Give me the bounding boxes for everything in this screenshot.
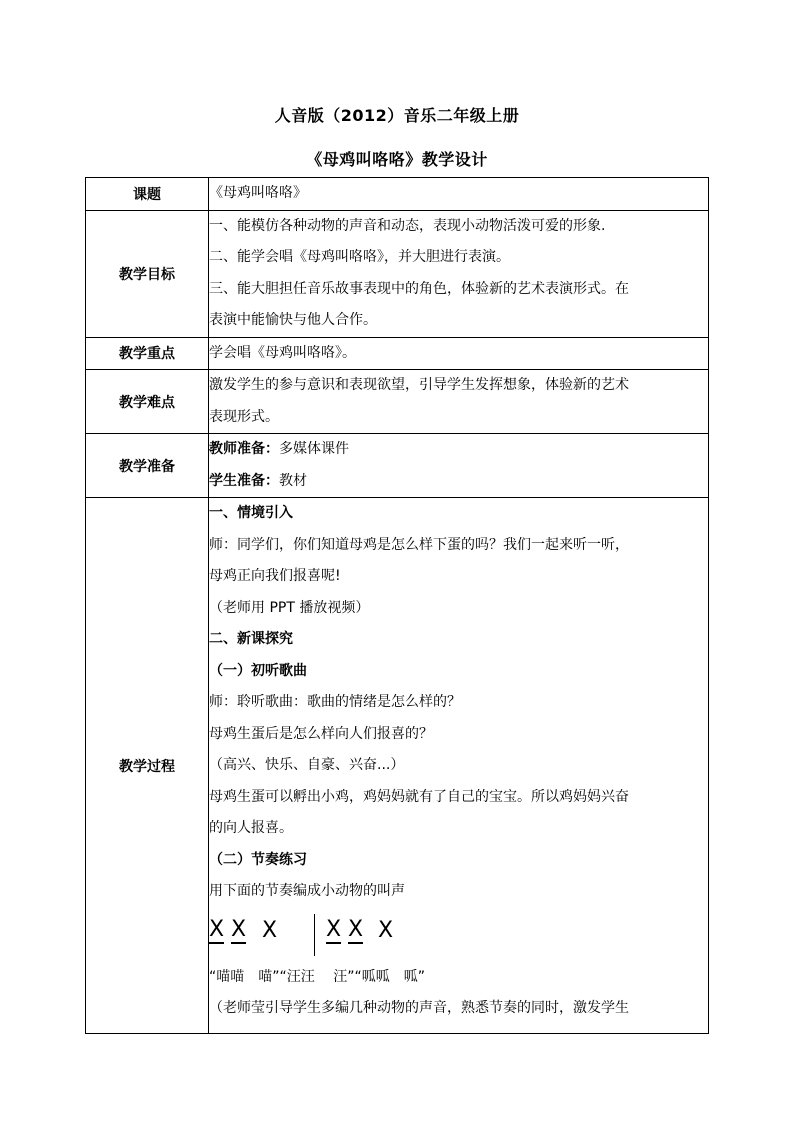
student-preparation xyxy=(209,466,708,498)
label-key-points: 教学重点 xyxy=(86,337,209,370)
rhythm-notation xyxy=(209,908,708,962)
process-line: 师：聆听歌曲：歌曲的情绪是怎么样的？ xyxy=(209,694,461,710)
goal-line: 一、能模仿各种动物的声音和动态，表现小动物活泼可爱的形象. xyxy=(209,217,606,234)
rhythm-note: X xyxy=(209,916,225,942)
rhythm-note: X xyxy=(378,917,394,943)
difficulty-line: 表现形式。 xyxy=(209,408,279,425)
row-topic xyxy=(86,178,709,211)
row-process xyxy=(86,498,709,1034)
teacher-preparation-value: 多媒体课件 xyxy=(279,441,349,457)
process-line: 师：同学们，你们知道母鸡是怎么样下蛋的吗？我们一起来听一听， xyxy=(209,536,629,553)
section-title: 一、情境引入 xyxy=(209,505,293,521)
teacher-preparation-label: 教师准备： xyxy=(209,441,279,457)
label-difficulties: 教学难点 xyxy=(86,370,209,434)
label-topic: 课题 xyxy=(86,178,209,211)
bar-line xyxy=(314,914,315,956)
label-goals: 教学目标 xyxy=(86,210,209,337)
process-line: 用下面的节奏编成小动物的叫声 xyxy=(209,883,405,899)
goal-line: 三、能大胆担任音乐故事表现中的角色，体验新的艺术表演形式。在 xyxy=(209,280,629,297)
content-preparation xyxy=(209,434,709,498)
row-key-points xyxy=(86,337,709,370)
goal-line: 表演中能愉快与他人合作。 xyxy=(209,312,377,328)
key-points-text: 学会唱《母鸡叫咯咯》。 xyxy=(209,344,356,361)
content-goals xyxy=(209,210,709,337)
process-line: “喵喵 喵”“汪汪 汪”“呱呱 呱” xyxy=(209,968,425,985)
section-title: 二、新课探究 xyxy=(209,631,293,647)
row-goals xyxy=(86,210,709,337)
process-line: 母鸡生蛋后是怎么样向人们报喜的？ xyxy=(209,725,433,742)
content-key-points xyxy=(209,337,709,370)
goal-line: 二、能学会唱《母鸡叫咯咯》，并大胆进行表演。 xyxy=(209,249,510,265)
subsection-title: （二）节奏练习 xyxy=(209,851,307,868)
content-process xyxy=(209,498,709,1034)
difficulty-line: 激发学生的参与意识和表现欲望，引导学生发挥想象，体验新的艺术 xyxy=(209,377,629,393)
process-line: （高兴、快乐、自豪、兴奋...） xyxy=(209,757,405,773)
rhythm-note: X xyxy=(326,916,342,942)
document-subtitle: 《母鸡叫咯咯》教学设计 xyxy=(306,150,488,169)
student-preparation-value: 教材 xyxy=(279,472,307,489)
content-topic xyxy=(209,178,709,211)
row-difficulties xyxy=(86,370,709,434)
document-title: 人音版（2012）音乐二年级上册 xyxy=(274,106,520,125)
label-process: 教学过程 xyxy=(86,498,209,1034)
process-line: （老师用 PPT 播放视频） xyxy=(209,599,370,616)
process-line: 母鸡正向我们报喜呢! xyxy=(209,568,341,584)
rhythm-note: X xyxy=(231,916,247,942)
process-line: （老师莹引导学生多编几种动物的声音，熟悉节奏的同时，激发学生 xyxy=(209,1000,629,1016)
row-preparation xyxy=(86,434,709,498)
subsection-title: （一）初听歌曲 xyxy=(209,662,307,679)
process-line: 的向人报喜。 xyxy=(209,820,293,836)
rhythm-note: X xyxy=(348,916,364,942)
rhythm-note: X xyxy=(262,917,278,943)
process-line: 母鸡生蛋可以孵出小鸡，鸡妈妈就有了自己的宝宝。所以鸡妈妈兴奋 xyxy=(209,788,629,805)
label-preparation: 教学准备 xyxy=(86,434,209,498)
student-preparation-label: 学生准备： xyxy=(209,472,279,489)
lesson-plan-table xyxy=(85,177,709,1034)
topic-text: 《母鸡叫咯咯》 xyxy=(209,185,307,201)
content-difficulties xyxy=(209,370,709,434)
teacher-preparation xyxy=(209,434,708,466)
